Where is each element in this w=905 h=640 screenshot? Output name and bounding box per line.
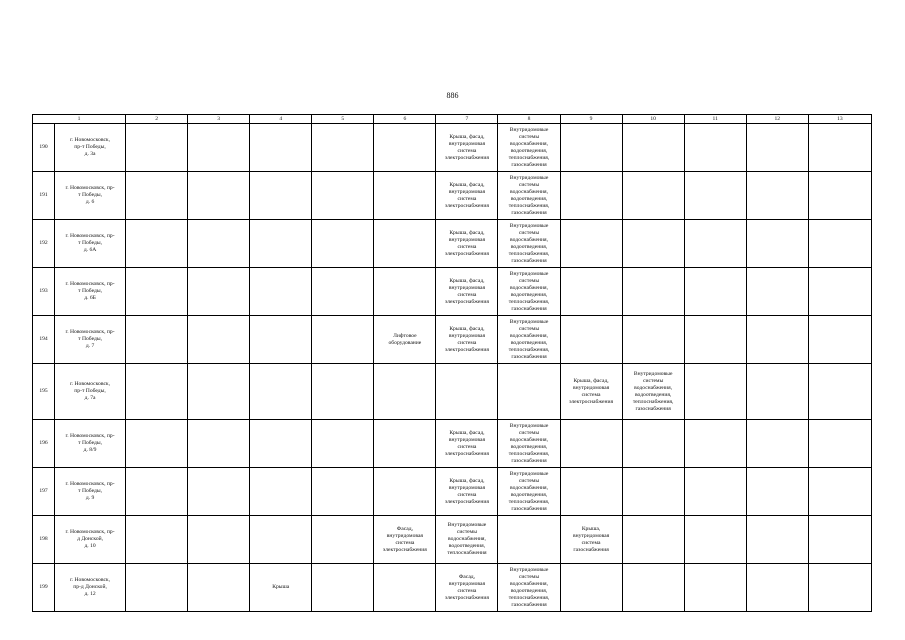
cell-col-7: Крыша, фасад, внутридомовая система электроснабжения xyxy=(436,268,498,316)
cell-col-7: Крыша, фасад, внутридомовая система электроснабжения xyxy=(436,316,498,364)
cell-col-2 xyxy=(126,516,188,564)
cell-col-6 xyxy=(374,420,436,468)
column-header-3: 3 xyxy=(188,115,250,124)
cell-col-5 xyxy=(312,364,374,420)
cell-col-13 xyxy=(808,220,871,268)
cell-col-13 xyxy=(808,124,871,172)
cell-col-4: Крыша xyxy=(250,564,312,612)
cell-col-9 xyxy=(560,172,622,220)
column-header-2: 2 xyxy=(126,115,188,124)
cell-col-3 xyxy=(188,516,250,564)
cell-col-13 xyxy=(808,420,871,468)
cell-col-10 xyxy=(622,124,684,172)
cell-col-13 xyxy=(808,516,871,564)
column-header-4: 4 xyxy=(250,115,312,124)
cell-col-10 xyxy=(622,316,684,364)
column-header-10: 10 xyxy=(622,115,684,124)
column-header-13: 13 xyxy=(808,115,871,124)
cell-col-7 xyxy=(436,364,498,420)
row-number: 195 xyxy=(33,364,55,420)
table-row xyxy=(33,364,872,420)
cell-col-5 xyxy=(312,220,374,268)
address-cell: г. Новомосковск, пр- т Победы, д. 6 xyxy=(55,172,126,220)
cell-col-5 xyxy=(312,124,374,172)
address-cell: г. Новомосковск, пр- д Донской, д. 10 xyxy=(55,516,126,564)
cell-col-7: Крыша, фасад, внутридомовая система электроснабжения xyxy=(436,220,498,268)
cell-col-3 xyxy=(188,172,250,220)
cell-col-4 xyxy=(250,172,312,220)
header-row xyxy=(33,115,872,124)
address-cell: г. Новомосковск, пр- т Победы, д. 6А xyxy=(55,220,126,268)
column-header-11: 11 xyxy=(684,115,746,124)
cell-col-2 xyxy=(126,364,188,420)
cell-col-5 xyxy=(312,420,374,468)
cell-col-4 xyxy=(250,268,312,316)
cell-col-10: Внутридомовые системы водоснабжения, водоотведения, теплоснабжения, газоснабжения xyxy=(622,364,684,420)
cell-col-10 xyxy=(622,420,684,468)
cell-col-11 xyxy=(684,268,746,316)
row-number: 190 xyxy=(33,124,55,172)
table-row xyxy=(33,468,872,516)
row-number: 197 xyxy=(33,468,55,516)
cell-col-10 xyxy=(622,268,684,316)
cell-col-2 xyxy=(126,468,188,516)
cell-col-8: Внутридомовые системы водоснабжения, водоотведения, теплоснабжения, газоснабжения xyxy=(498,268,560,316)
row-number: 196 xyxy=(33,420,55,468)
table-row xyxy=(33,516,872,564)
cell-col-7: Внутридомовые системы водоснабжения, водоотведения, теплоснабжения xyxy=(436,516,498,564)
cell-col-11 xyxy=(684,316,746,364)
cell-col-10 xyxy=(622,516,684,564)
cell-col-4 xyxy=(250,124,312,172)
cell-col-5 xyxy=(312,172,374,220)
cell-col-5 xyxy=(312,564,374,612)
cell-col-11 xyxy=(684,468,746,516)
cell-col-12 xyxy=(746,172,808,220)
cell-col-12 xyxy=(746,564,808,612)
cell-col-4 xyxy=(250,316,312,364)
address-cell: г. Новомосковск, пр- т Победы, д. 6Б xyxy=(55,268,126,316)
cell-col-9 xyxy=(560,420,622,468)
row-number: 198 xyxy=(33,516,55,564)
cell-col-7: Крыша, фасад, внутридомовая система электроснабжения xyxy=(436,124,498,172)
cell-col-5 xyxy=(312,468,374,516)
cell-col-11 xyxy=(684,516,746,564)
column-header-8: 8 xyxy=(498,115,560,124)
table-row xyxy=(33,316,872,364)
cell-col-6 xyxy=(374,172,436,220)
cell-col-2 xyxy=(126,124,188,172)
cell-col-12 xyxy=(746,124,808,172)
row-number: 194 xyxy=(33,316,55,364)
cell-col-11 xyxy=(684,420,746,468)
cell-col-10 xyxy=(622,468,684,516)
cell-col-8: Внутридомовые системы водоснабжения, водоотведения, теплоснабжения, газоснабжения xyxy=(498,564,560,612)
cell-col-8: Внутридомовые системы водоснабжения, водоотведения, теплоснабжения, газоснабжения xyxy=(498,172,560,220)
cell-col-11 xyxy=(684,172,746,220)
cell-col-12 xyxy=(746,420,808,468)
column-header-9: 9 xyxy=(560,115,622,124)
cell-col-2 xyxy=(126,268,188,316)
cell-col-12 xyxy=(746,364,808,420)
cell-col-12 xyxy=(746,516,808,564)
cell-col-3 xyxy=(188,564,250,612)
column-header-7: 7 xyxy=(436,115,498,124)
column-header-1: 1 xyxy=(33,115,126,124)
cell-col-9 xyxy=(560,220,622,268)
cell-col-6: Фасад, внутридомовая система электроснабжения xyxy=(374,516,436,564)
cell-col-13 xyxy=(808,468,871,516)
address-cell: г. Новомосковск, пр-д Донской, д. 12 xyxy=(55,564,126,612)
cell-col-5 xyxy=(312,516,374,564)
cell-col-4 xyxy=(250,516,312,564)
cell-col-6 xyxy=(374,268,436,316)
cell-col-8 xyxy=(498,364,560,420)
row-number: 191 xyxy=(33,172,55,220)
address-cell: г. Новомосковск, пр-т Победы, д. 3а xyxy=(55,124,126,172)
cell-col-13 xyxy=(808,316,871,364)
cell-col-12 xyxy=(746,316,808,364)
cell-col-6: Лифтовое оборудование xyxy=(374,316,436,364)
table-row xyxy=(33,172,872,220)
cell-col-11 xyxy=(684,364,746,420)
cell-col-9 xyxy=(560,268,622,316)
cell-col-11 xyxy=(684,564,746,612)
cell-col-5 xyxy=(312,268,374,316)
address-cell: г. Новомосковск, пр- т Победы, д. 9 xyxy=(55,468,126,516)
cell-col-3 xyxy=(188,364,250,420)
page-number: 886 xyxy=(446,91,459,100)
cell-col-3 xyxy=(188,420,250,468)
row-number: 193 xyxy=(33,268,55,316)
cell-col-11 xyxy=(684,124,746,172)
row-number: 192 xyxy=(33,220,55,268)
cell-col-2 xyxy=(126,220,188,268)
cell-col-9 xyxy=(560,468,622,516)
cell-col-8 xyxy=(498,516,560,564)
cell-col-13 xyxy=(808,268,871,316)
cell-col-6 xyxy=(374,364,436,420)
cell-col-12 xyxy=(746,220,808,268)
table-row xyxy=(33,268,872,316)
cell-col-13 xyxy=(808,564,871,612)
cell-col-6 xyxy=(374,124,436,172)
cell-col-10 xyxy=(622,172,684,220)
table-row xyxy=(33,124,872,172)
cell-col-9: Крыша, фасад, внутридомовая система электроснабжения xyxy=(560,364,622,420)
cell-col-8: Внутридомовые системы водоснабжения, водоотведения, теплоснабжения, газоснабжения xyxy=(498,124,560,172)
address-cell: г. Новомосковск, пр- т Победы, д. 7 xyxy=(55,316,126,364)
column-header-6: 6 xyxy=(374,115,436,124)
table-row xyxy=(33,420,872,468)
address-cell: г. Новомосковск, пр- т Победы, д. 8/9 xyxy=(55,420,126,468)
cell-col-7: Фасад, внутридомовая система электроснабжения xyxy=(436,564,498,612)
cell-col-10 xyxy=(622,564,684,612)
cell-col-3 xyxy=(188,268,250,316)
cell-col-2 xyxy=(126,564,188,612)
cell-col-11 xyxy=(684,220,746,268)
cell-col-7: Крыша, фасад, внутридомовая система электроснабжения xyxy=(436,468,498,516)
cell-col-9 xyxy=(560,564,622,612)
table-row xyxy=(33,564,872,612)
cell-col-3 xyxy=(188,468,250,516)
cell-col-8: Внутридомовые системы водоснабжения, водоотведения, теплоснабжения, газоснабжения xyxy=(498,220,560,268)
cell-col-8: Внутридомовые системы водоснабжения, водоотведения, теплоснабжения, газоснабжения xyxy=(498,468,560,516)
cell-col-6 xyxy=(374,220,436,268)
cell-col-9 xyxy=(560,124,622,172)
cell-col-6 xyxy=(374,564,436,612)
cell-col-8: Внутридомовые системы водоснабжения, водоотведения, теплоснабжения, газоснабжения xyxy=(498,420,560,468)
cell-col-4 xyxy=(250,468,312,516)
cell-col-7: Крыша, фасад, внутридомовая система электроснабжения xyxy=(436,420,498,468)
cell-col-9: Крыша, внутридомовая система газоснабжения xyxy=(560,516,622,564)
cell-col-13 xyxy=(808,172,871,220)
cell-col-4 xyxy=(250,220,312,268)
cell-col-4 xyxy=(250,420,312,468)
cell-col-13 xyxy=(808,364,871,420)
cell-col-5 xyxy=(312,316,374,364)
cell-col-3 xyxy=(188,220,250,268)
cell-col-12 xyxy=(746,468,808,516)
cell-col-9 xyxy=(560,316,622,364)
cell-col-7: Крыша, фасад, внутридомовая система электроснабжения xyxy=(436,172,498,220)
cell-col-2 xyxy=(126,172,188,220)
cell-col-2 xyxy=(126,420,188,468)
cell-col-10 xyxy=(622,220,684,268)
cell-col-4 xyxy=(250,364,312,420)
cell-col-3 xyxy=(188,316,250,364)
cell-col-6 xyxy=(374,468,436,516)
table-row xyxy=(33,220,872,268)
column-header-12: 12 xyxy=(746,115,808,124)
cell-col-3 xyxy=(188,124,250,172)
cell-col-8: Внутридомовые системы водоснабжения, водоотведения, теплоснабжения, газоснабжения xyxy=(498,316,560,364)
column-header-5: 5 xyxy=(312,115,374,124)
address-cell: г. Новомосковск, пр-т Победы, д. 7а xyxy=(55,364,126,420)
cell-col-12 xyxy=(746,268,808,316)
work-schedule-table xyxy=(32,114,872,612)
row-number: 199 xyxy=(33,564,55,612)
cell-col-2 xyxy=(126,316,188,364)
